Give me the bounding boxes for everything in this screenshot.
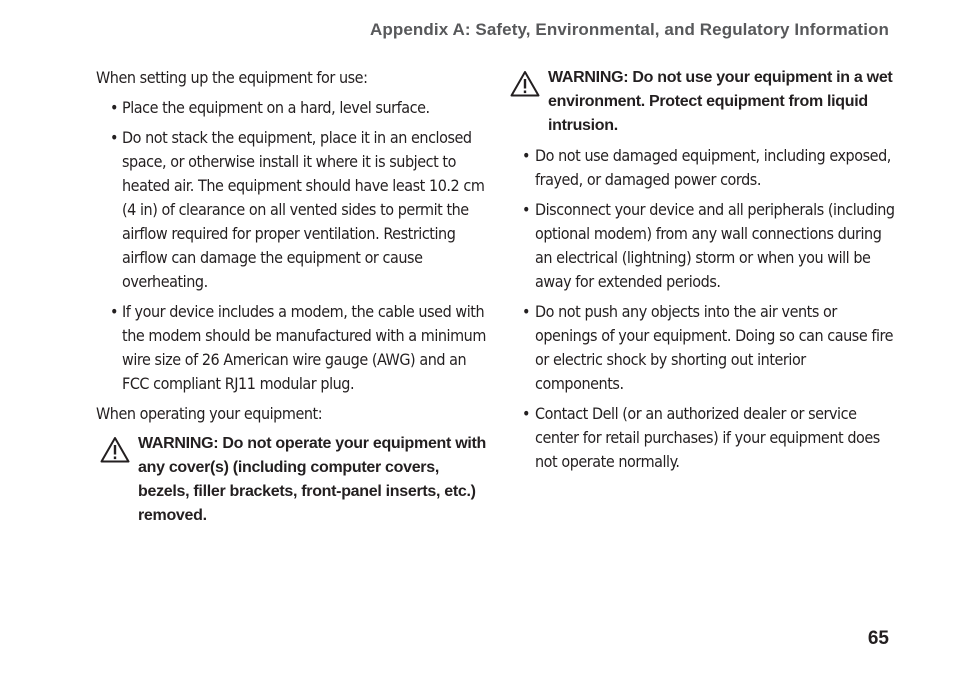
bullet-icon: • xyxy=(110,98,119,117)
list-item xyxy=(96,96,491,120)
bullet-icon: • xyxy=(522,146,531,165)
page-number: 65 xyxy=(867,628,889,649)
list-item xyxy=(510,144,895,192)
list-item-text: Do not stack the equipment, place it in an enclosed space, or otherwise install it where it is subject to heated air. The equipment should have least 10.2 cm (4 in) of clearance on all vented sides to permit the airflow required for proper ventilation. Restricting airflow can damage the equipment or cause overheating. xyxy=(122,128,485,291)
bullet-icon: • xyxy=(110,302,119,321)
list-item-text: If your device includes a modem, the cable used with the modem should be manufactured with a minimum wire size of 26 American wire gauge (AWG) and an FCC compliant RJ11 modular plug. xyxy=(122,302,486,393)
list-item-text: Do not use damaged equipment, including exposed, frayed, or damaged power cords. xyxy=(535,146,891,189)
warning-triangle-icon xyxy=(100,436,130,463)
warning-triangle-icon xyxy=(510,70,540,97)
warning-note xyxy=(100,432,491,528)
list-item-text: Contact Dell (or an authorized dealer or service center for retail purchases) if your equipment does not operate normally. xyxy=(535,404,880,471)
bullet-icon: • xyxy=(110,128,119,147)
setup-intro: When setting up the equipment for use: xyxy=(96,68,368,87)
setup-bullet-list xyxy=(96,96,491,396)
list-item-text: Disconnect your device and all peripherals (including optional modem) from any wall connections during an electrical (lightning) storm or when you will be away for extended periods. xyxy=(535,200,895,291)
operating-intro: When operating your equipment: xyxy=(96,404,323,423)
bullet-icon: • xyxy=(522,404,531,423)
list-item xyxy=(96,126,491,294)
warning-text: WARNING: Do not operate your equipment with any cover(s) (including computer covers, bezels, filler brackets, front-panel inserts, etc.) removed. xyxy=(138,435,486,524)
running-header: Appendix A: Safety, Environmental, and Regulatory Information xyxy=(370,20,889,39)
bullet-icon: • xyxy=(522,302,531,321)
list-item xyxy=(510,300,895,396)
list-item-text: Place the equipment on a hard, level surface. xyxy=(122,98,430,117)
list-item xyxy=(510,198,895,294)
right-column xyxy=(510,66,895,480)
bullet-icon: • xyxy=(522,200,531,219)
list-item xyxy=(510,402,895,474)
operating-bullet-list xyxy=(510,144,895,474)
warning-text: WARNING: Do not use your equipment in a wet environment. Protect equipment from liquid intrusion. xyxy=(548,69,893,134)
warning-note xyxy=(510,66,895,138)
list-item xyxy=(96,300,491,396)
list-item-text: Do not push any objects into the air vents or openings of your equipment. Doing so can cause fire or electric shock by shorting out interior components. xyxy=(535,302,894,393)
left-column xyxy=(96,66,491,534)
